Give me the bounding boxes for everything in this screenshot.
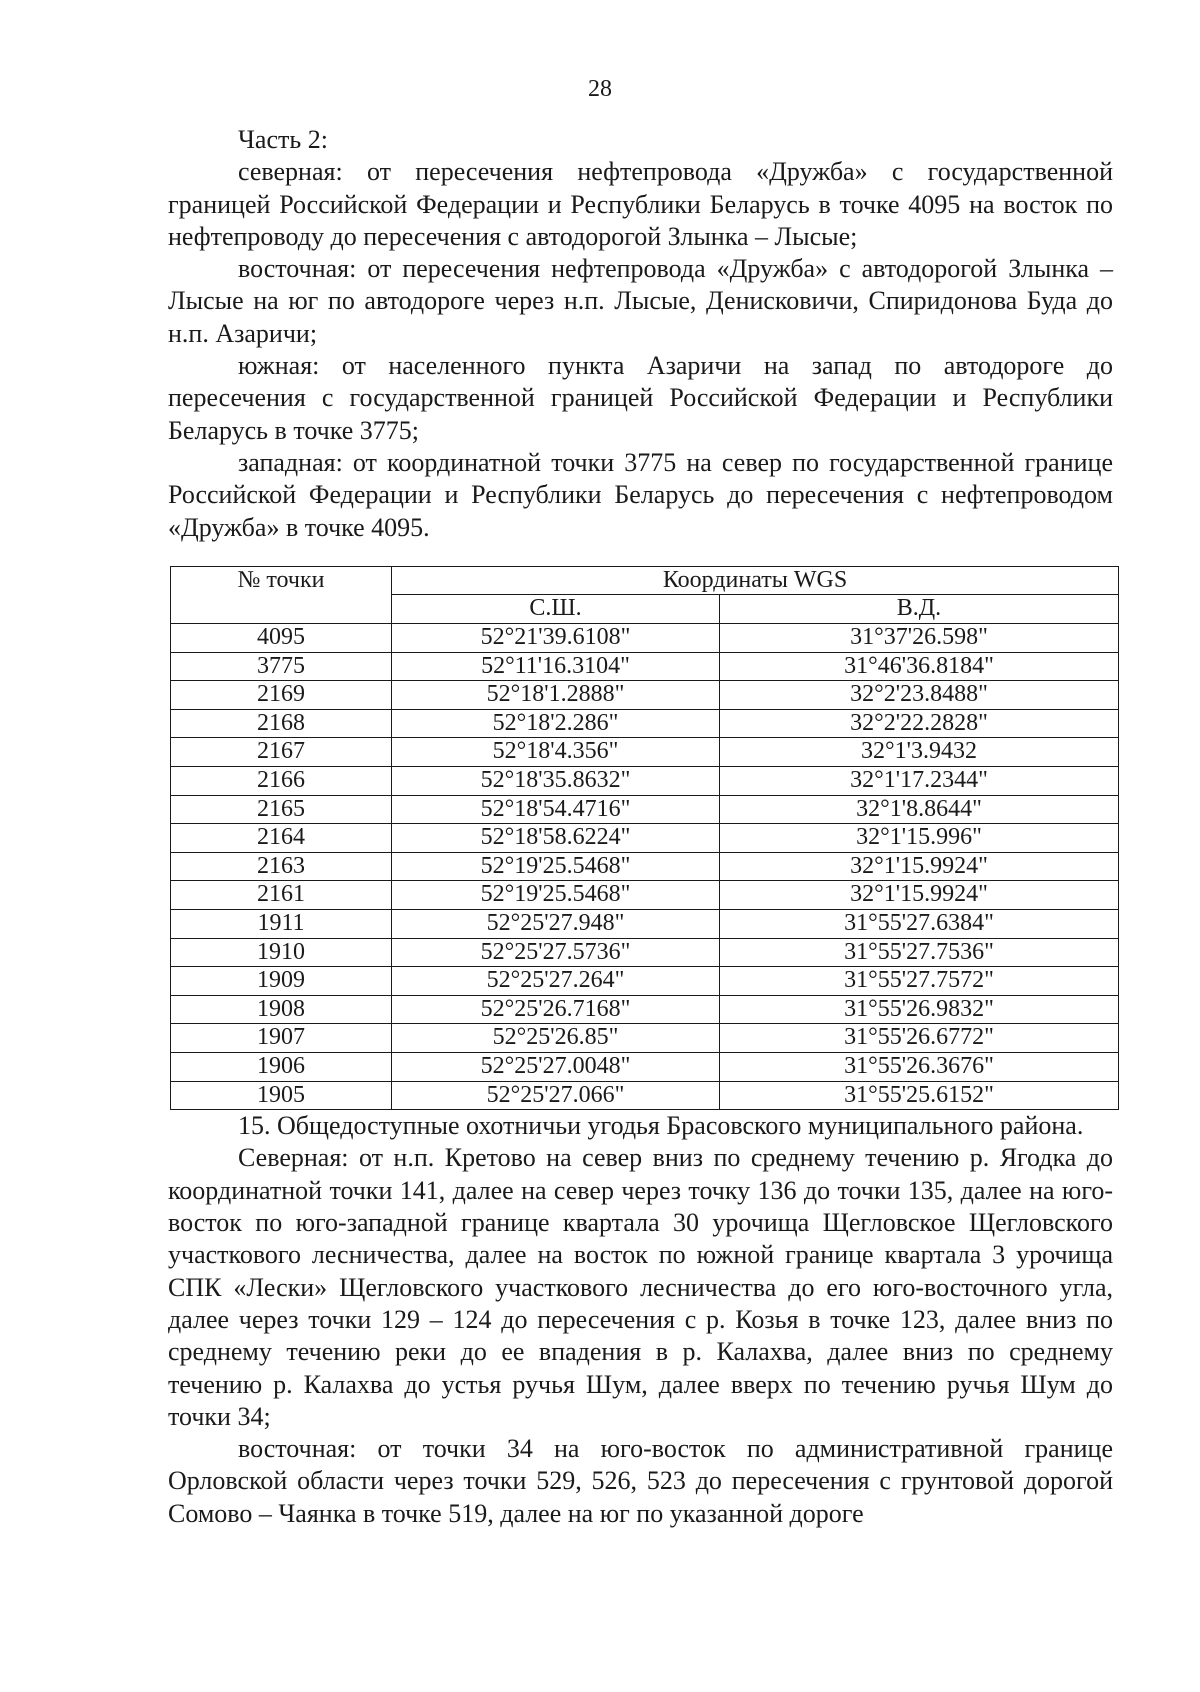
table-row (171, 1024, 1119, 1053)
cell-longitude: 31°55'26.3676" (720, 1052, 1119, 1081)
table-row (171, 909, 1119, 938)
cell-latitude: 52°11'16.3104" (392, 652, 720, 681)
table-row (171, 824, 1119, 853)
header-longitude: В.Д. (720, 595, 1119, 624)
cell-point-number: 1911 (171, 909, 392, 938)
cell-latitude: 52°19'25.5468" (392, 881, 720, 910)
cell-longitude: 32°2'22.2828" (720, 709, 1119, 738)
table-body (171, 624, 1119, 1110)
cell-longitude: 31°55'27.7572" (720, 967, 1119, 996)
cell-longitude: 31°37'26.598" (720, 624, 1119, 653)
cell-point-number: 1906 (171, 1052, 392, 1081)
table-row (171, 738, 1119, 767)
cell-latitude: 52°18'54.4716" (392, 795, 720, 824)
table-row (171, 767, 1119, 796)
cell-longitude: 32°1'3.9432 (720, 738, 1119, 767)
cell-point-number: 2169 (171, 681, 392, 710)
cell-point-number: 1907 (171, 1024, 392, 1053)
cell-longitude: 32°1'15.9924" (720, 881, 1119, 910)
table-row (171, 795, 1119, 824)
cell-latitude: 52°18'1.2888" (392, 681, 720, 710)
cell-latitude: 52°18'4.356" (392, 738, 720, 767)
cell-point-number: 1909 (171, 967, 392, 996)
section-15-east: восточная: от точки 34 на юго-восток по административной границе Орловской области через точки 529, 526, 523 до пересечения с грунтовой дорогой Сомово – Чаянка в точке 519, далее на юг по указанной дороге (168, 1434, 1113, 1528)
cell-longitude: 32°2'23.8488" (720, 681, 1119, 710)
cell-point-number: 1910 (171, 938, 392, 967)
table-row (171, 995, 1119, 1024)
cell-longitude: 32°1'15.9924" (720, 852, 1119, 881)
part-heading: Часть 2: (238, 125, 328, 154)
cell-point-number: 1905 (171, 1081, 392, 1110)
cell-latitude: 52°25'26.85" (392, 1024, 720, 1053)
header-point-number: № точки (171, 566, 392, 623)
table-row (171, 1081, 1119, 1110)
table-row (171, 681, 1119, 710)
paragraph-south: южная: от населенного пункта Азаричи на запад по автодороге до пересечения с государственной границей Российской Федерации и Республики Беларусь в точке 3775; (168, 351, 1113, 445)
cell-point-number: 2165 (171, 795, 392, 824)
cell-longitude: 32°1'8.8644" (720, 795, 1119, 824)
table-row (171, 624, 1119, 653)
table-row (171, 1052, 1119, 1081)
table-row (171, 652, 1119, 681)
cell-latitude: 52°25'27.264" (392, 967, 720, 996)
cell-latitude: 52°25'27.0048" (392, 1052, 720, 1081)
cell-point-number: 2168 (171, 709, 392, 738)
document-body (168, 124, 1113, 1530)
cell-point-number: 2163 (171, 852, 392, 881)
cell-longitude: 32°1'17.2344" (720, 767, 1119, 796)
table-row (171, 852, 1119, 881)
cell-longitude: 31°46'36.8184" (720, 652, 1119, 681)
cell-point-number: 2161 (171, 881, 392, 910)
section-15-north: Северная: от н.п. Кретово на север вниз по среднему течению р. Ягодка до координатной точки 141, далее на север через точку 136 до точки 135, далее на юго-восток по юго-западной границе квартала 30 урочища Щегловское Щегловского участкового лесничества, далее на восток по южной границе квартала 3 урочища СПК «Лески» Щегловского участкового лесничества до его юго-восточного угла, далее через точки 129 – 124 до пересечения с р. Козья в точке 123, далее вниз по среднему течению реки до ее впадения в р. Калахва, далее вниз по среднему течению р. Калахва до устья ручья Шум, далее вверх по течению ручья Шум до точки 34; (168, 1143, 1113, 1431)
cell-latitude: 52°18'2.286" (392, 709, 720, 738)
cell-latitude: 52°25'27.948" (392, 909, 720, 938)
paragraph-east: восточная: от пересечения нефтепровода «Дружба» с автодорогой Злынка – Лысые на юг по автодороге через н.п. Лысые, Денисковичи, Спиридонова Буда до н.п. Азаричи; (168, 254, 1113, 348)
cell-latitude: 52°18'58.6224" (392, 824, 720, 853)
cell-longitude: 31°55'27.6384" (720, 909, 1119, 938)
cell-longitude: 31°55'25.6152" (720, 1081, 1119, 1110)
cell-point-number: 2164 (171, 824, 392, 853)
cell-latitude: 52°25'27.066" (392, 1081, 720, 1110)
table-header-row (171, 566, 1119, 595)
table-row (171, 709, 1119, 738)
paragraph-north: северная: от пересечения нефтепровода «Дружба» с государственной границей Российской Федерации и Республики Беларусь в точке 4095 на восток по нефтепроводу до пересечения с автодорогой Злынка – Лысые; (168, 157, 1113, 251)
cell-latitude: 52°18'35.8632" (392, 767, 720, 796)
table-row (171, 938, 1119, 967)
cell-point-number: 1908 (171, 995, 392, 1024)
coordinates-table (170, 566, 1119, 1110)
cell-point-number: 4095 (171, 624, 392, 653)
header-latitude: С.Ш. (392, 595, 720, 624)
section-15-title: 15. Общедоступные охотничьи угодья Брасовского муниципального района. (238, 1111, 1084, 1141)
cell-point-number: 3775 (171, 652, 392, 681)
table-row (171, 881, 1119, 910)
cell-latitude: 52°19'25.5468" (392, 852, 720, 881)
cell-longitude: 32°1'15.996" (720, 824, 1119, 853)
cell-longitude: 31°55'26.9832" (720, 995, 1119, 1024)
cell-longitude: 31°55'27.7536" (720, 938, 1119, 967)
header-coordinates: Координаты WGS (392, 566, 1119, 595)
cell-point-number: 2166 (171, 767, 392, 796)
cell-point-number: 2167 (171, 738, 392, 767)
cell-latitude: 52°21'39.6108" (392, 624, 720, 653)
paragraph-west: западная: от координатной точки 3775 на север по государственной границе Российской Федерации и Республики Беларусь до пересечения с нефтепроводом «Дружба» в точке 4095. (168, 447, 1113, 542)
cell-latitude: 52°25'26.7168" (392, 995, 720, 1024)
cell-latitude: 52°25'27.5736" (392, 938, 720, 967)
table-row (171, 967, 1119, 996)
page-number: 28 (588, 76, 612, 102)
cell-longitude: 31°55'26.6772" (720, 1024, 1119, 1053)
